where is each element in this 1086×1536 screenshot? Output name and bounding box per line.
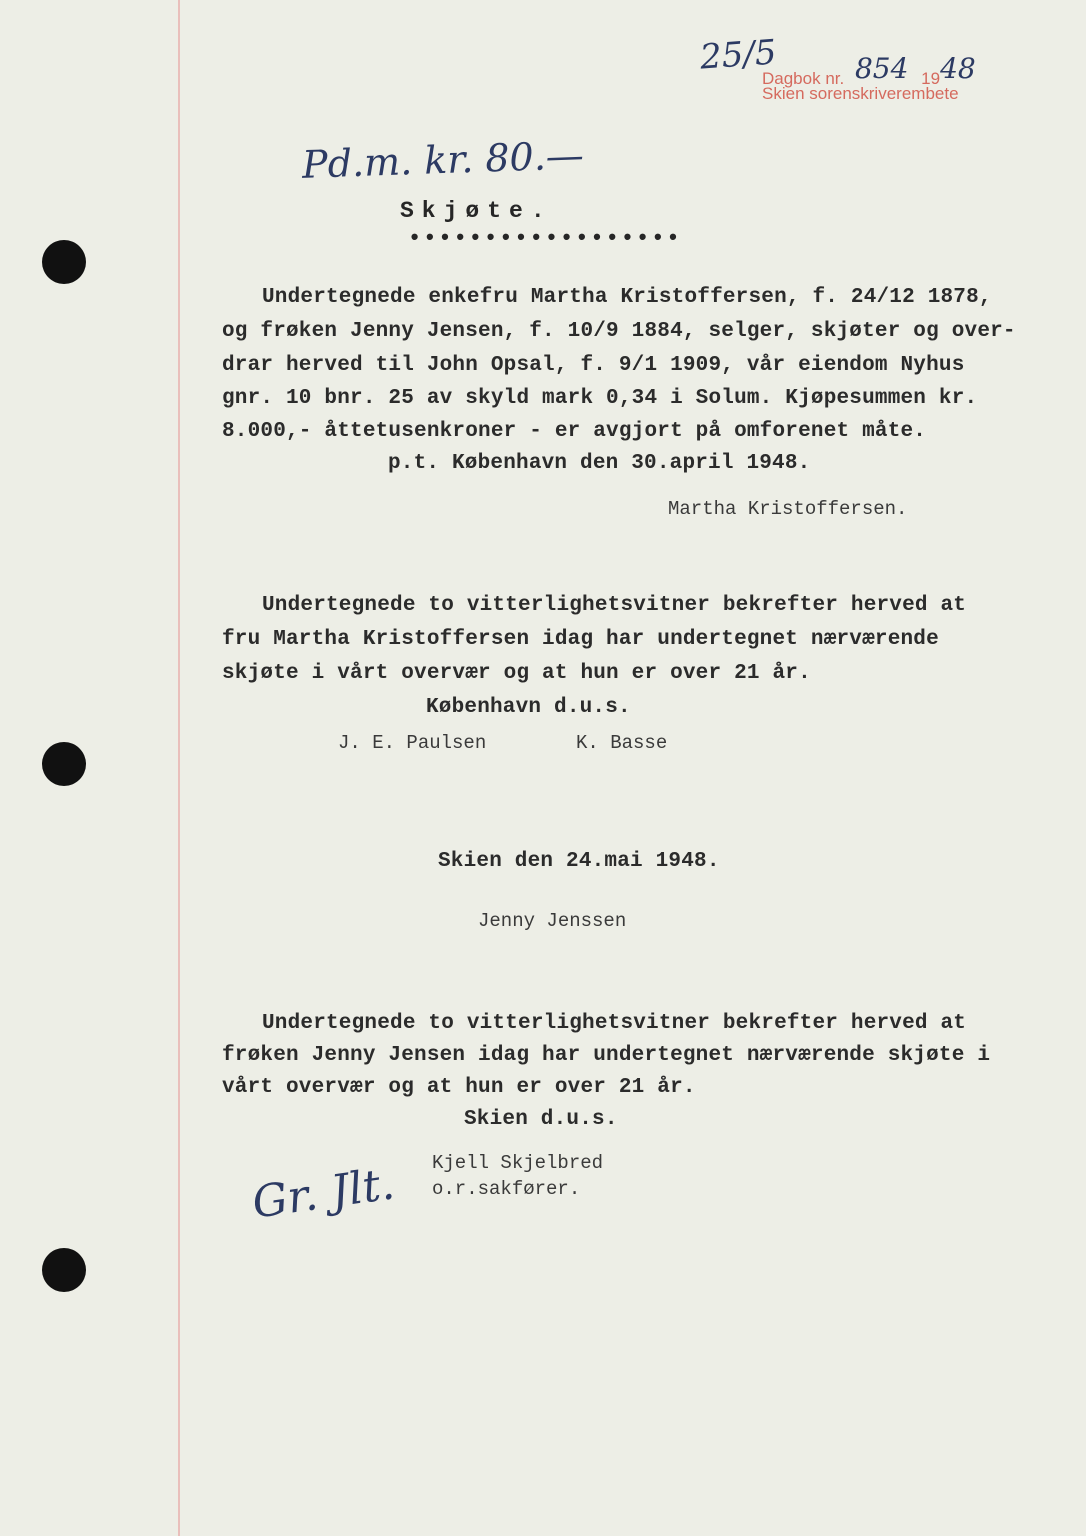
handwritten-initials: Gr. Jlt. [249,1158,398,1229]
witness2-line-1: Undertegnede to vitterlighetsvitner bekrefter herved at [262,1012,967,1035]
stamp-year-prefix: 19 [921,69,941,88]
signature-jenny: Jenny Jenssen [478,910,627,932]
punch-hole-bottom [42,1248,86,1292]
place-date-1: p.t. København den 30.april 1948. [388,452,811,475]
body-line-4: gnr. 10 bnr. 25 av skyld mark 0,34 i Solum. Kjøpesummen kr. [222,387,978,410]
document-title: Skjøte. [400,198,553,224]
body-line-2: og frøken Jenny Jensen, f. 10/9 1884, selger, skjøter og over- [222,320,1016,343]
stamp-line-2: Skien sorenskriverembete [762,84,959,103]
stamp-year-suffix: 48 [940,52,976,85]
witness2-name: Kjell Skjelbred [432,1152,604,1174]
punch-hole-top [42,240,86,284]
stamp-number: 854 [854,52,909,85]
signature-martha: Martha Kristoffersen. [668,498,908,520]
witness1-line-3: skjøte i vårt overvær og at hun er over 21 år. [222,662,811,685]
stamp-dagbok-label: Dagbok nr. [762,69,845,88]
body-line-3: drar herved til John Opsal, f. 9/1 1909, vår eiendom Nyhus [222,354,965,377]
place-date-2: Skien den 24.mai 1948. [438,850,720,873]
fee-note: Pd.m. kr. 80.— [301,133,585,187]
witness1-place: København d.u.s. [426,696,631,719]
witness2-line-3: vårt overvær og at hun er over 21 år. [222,1076,696,1099]
punch-hole-middle [42,742,86,786]
witness1-name-1: J. E. Paulsen [338,732,487,754]
witness2-title: o.r.sakfører. [432,1178,581,1200]
witness1-name-2: K. Basse [576,732,668,754]
body-line-5: 8.000,- åttetusenkroner - er avgjort på omforenet måte. [222,420,927,443]
witness1-line-1: Undertegnede to vitterlighetsvitner bekrefter herved at [262,594,967,617]
margin-line [178,0,180,1536]
stamp-handwritten-date: 25/5 [698,32,778,78]
witness2-line-2: frøken Jenny Jensen idag har undertegnet nærværende skjøte i [222,1044,991,1067]
body-line-1: Undertegnede enkefru Martha Kristoffersen, f. 24/12 1878, [262,286,992,309]
witness2-place: Skien d.u.s. [464,1108,618,1131]
witness1-line-2: fru Martha Kristoffersen idag har undertegnet nærværende [222,628,939,651]
title-underline-dots: •••••••••••••••••• [408,226,682,251]
